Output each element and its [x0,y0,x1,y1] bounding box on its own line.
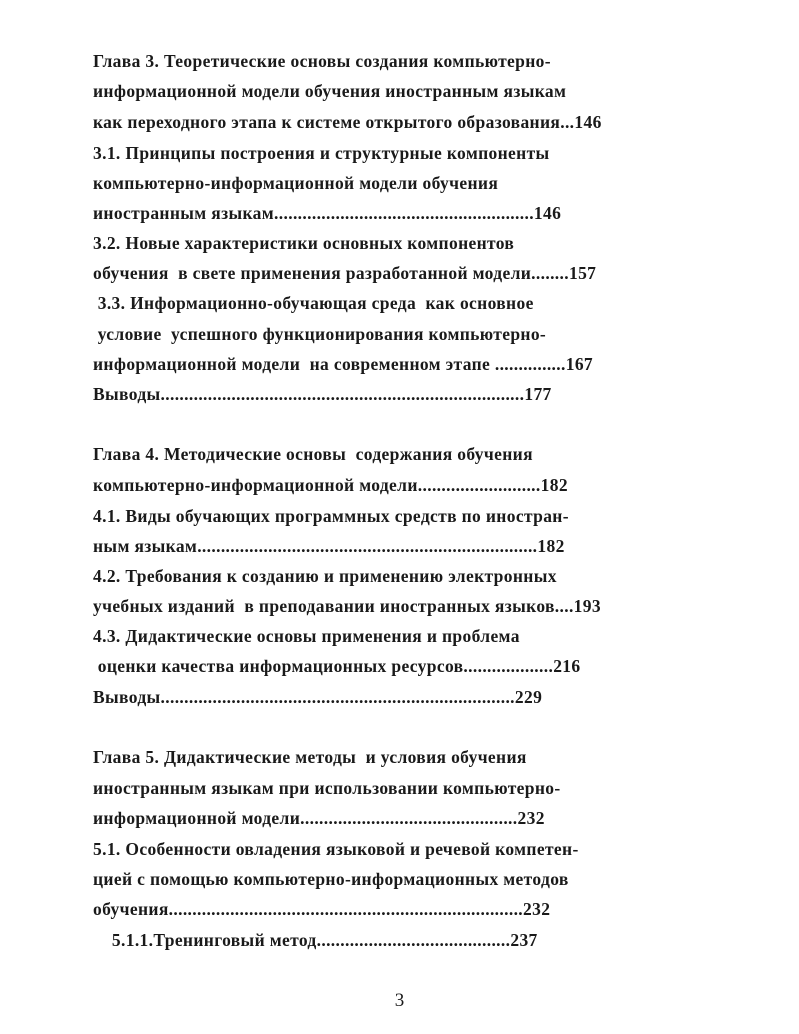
section-4-1-line-2: ным языкам........................................................................182 [93,536,565,556]
section-5-1-line-3: обучения...........................................................................232 [93,899,551,919]
section-5-1-line-1: 5.1. Особенности овладения языковой и речевой компетен- [93,839,579,859]
chapter-3-title-line-2: информационной модели обучения иностранным языкам [93,81,567,101]
section-3-3-line-1: 3.3. Информационно-обучающая среда как основное [93,293,534,313]
section-4-1-line-1: 4.1. Виды обучающих программных средств по иностран- [93,506,569,526]
section-3-3-line-2: условие успешного функционирования компьютерно- [93,324,547,344]
section-5-1-1: 5.1.1.Тренинговый метод.........................................237 [93,930,538,950]
section-4-2-line-2: учебных изданий в преподавании иностранных языков....193 [93,596,601,616]
page-number: 3 [394,990,405,1011]
section-3-2-line-1: 3.2. Новые характеристики основных компонентов [93,233,515,253]
section-3-3-line-3: информационной модели на современном этапе ...............167 [93,354,594,374]
section-5-1-line-2: цией с помощью компьютерно-информационных методов [93,869,569,889]
chapter-4-title-line-2: компьютерно-информационной модели..........................182 [93,475,568,495]
section-3-1-line-2: компьютерно-информационной модели обучения [93,173,499,193]
chapter-4-title-line-1: Глава 4. Методические основы содержания обучения [93,444,533,464]
section-4-2-line-1: 4.2. Требования к созданию и применению электронных [93,566,557,586]
section-3-1-line-1: 3.1. Принципы построения и структурные компоненты [93,143,550,163]
chapter-3-title-line-1: Глава 3. Теоретические основы создания компьютерно- [93,51,551,71]
chapter-5-title-line-2: иностранным языкам при использовании компьютерно- [93,778,561,798]
chapter-5-title-line-1: Глава 5. Дидактические методы и условия обучения [93,747,527,767]
section-3-1-line-3: иностранным языкам.......................................................146 [93,203,562,223]
section-4-3-line-2: оценки качества информационных ресурсов...................216 [93,656,581,676]
section-4-3-line-1: 4.3. Дидактические основы применения и проблема [93,626,520,646]
section-3-2-line-2: обучения в свете применения разработанной модели........157 [93,263,597,283]
chapter-3-conclusions: Выводы.............................................................................177 [93,384,552,404]
chapter-3-title-line-3: как переходного этапа к системе открытого образования...146 [93,112,602,132]
chapter-4-conclusions: Выводы...........................................................................229 [93,687,543,707]
chapter-5-title-line-3: информационной модели..............................................232 [93,808,545,828]
